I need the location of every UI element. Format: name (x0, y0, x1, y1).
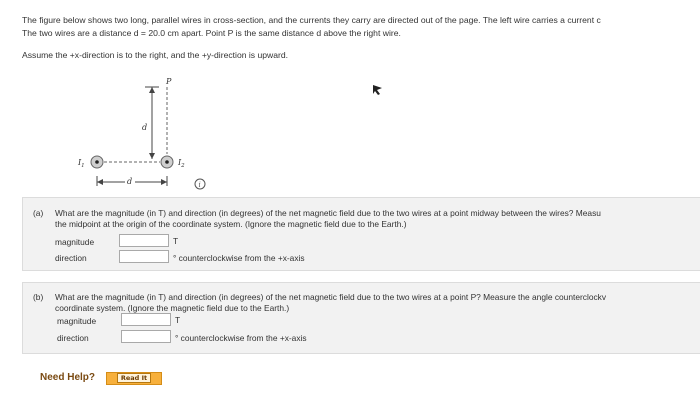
svg-text:i: i (198, 181, 201, 189)
problem-intro (22, 14, 700, 40)
assumption-text: Assume the +x-direction is to the right, and the +y-direction is upward. (22, 50, 289, 60)
info-icon[interactable] (195, 179, 205, 189)
part-b-panel (22, 282, 700, 354)
part-b-question-line-1: What are the magnitude (in T) and direction (in degrees) of the net magnetic field due to the two wires at a point P? Measure the angle counterclockv (55, 292, 607, 302)
problem-line-2: The two wires are a distance d = 20.0 cm apart. Point P is the same distance d above the right wire. (22, 28, 401, 38)
right-wire-dot-icon (165, 160, 169, 164)
label-d-vertical: d (142, 123, 148, 132)
need-help-label: Need Help? (40, 372, 96, 383)
label-p: P (166, 77, 172, 86)
part-a-label: (a) (33, 208, 44, 218)
part-a-direction-unit: ° counterclockwise from the +x-axis (173, 253, 305, 263)
part-b-label: (b) (33, 292, 44, 302)
cursor-arrow-icon (372, 84, 384, 96)
label-i2: $I_2$ (178, 158, 185, 169)
wires-figure (70, 74, 220, 194)
part-b-magnitude-unit: T (175, 315, 181, 325)
part-a-direction-label: direction (55, 253, 87, 263)
part-b-magnitude-input[interactable] (121, 313, 171, 326)
part-b-question (33, 292, 606, 314)
part-a-magnitude-unit: T (173, 236, 179, 246)
read-it-button[interactable] (106, 372, 162, 385)
horizontal-arrow-left (97, 179, 103, 185)
label-d-horizontal: d (127, 177, 133, 186)
part-a-direction-input[interactable] (119, 250, 169, 263)
part-a-magnitude-label: magnitude (55, 237, 95, 247)
part-b-question-line-2: coordinate system. (Ignore the magnetic field due to the Earth.) (55, 303, 290, 313)
part-a-question-line-2: the midpoint at the origin of the coordinate system. (Ignore the magnetic field due to the Earth.) (55, 219, 407, 229)
part-b-magnitude-label: magnitude (57, 316, 97, 326)
horizontal-arrow-right (161, 179, 167, 185)
part-a-question-line-1: What are the magnitude (in T) and direction (in degrees) of the net magnetic field due to the two wires at a point midway between the wires? Measu (55, 208, 601, 218)
read-it-label: Read It (117, 373, 151, 383)
part-b-direction-label: direction (57, 333, 89, 343)
vertical-arrow-down (149, 153, 155, 159)
part-b-direction-input[interactable] (121, 330, 171, 343)
left-wire-dot-icon (95, 160, 99, 164)
vertical-arrow-up (149, 87, 155, 93)
problem-line-1: The figure below shows two long, parallel wires in cross-section, and the currents they carry are directed out of the page. The left wire carries a current c (22, 15, 601, 25)
part-a-panel (22, 197, 700, 271)
part-b-direction-unit: ° counterclockwise from the +x-axis (175, 333, 307, 343)
part-a-magnitude-input[interactable] (119, 234, 169, 247)
label-i1: $I_1$ (78, 158, 85, 169)
part-a-question (33, 208, 601, 230)
